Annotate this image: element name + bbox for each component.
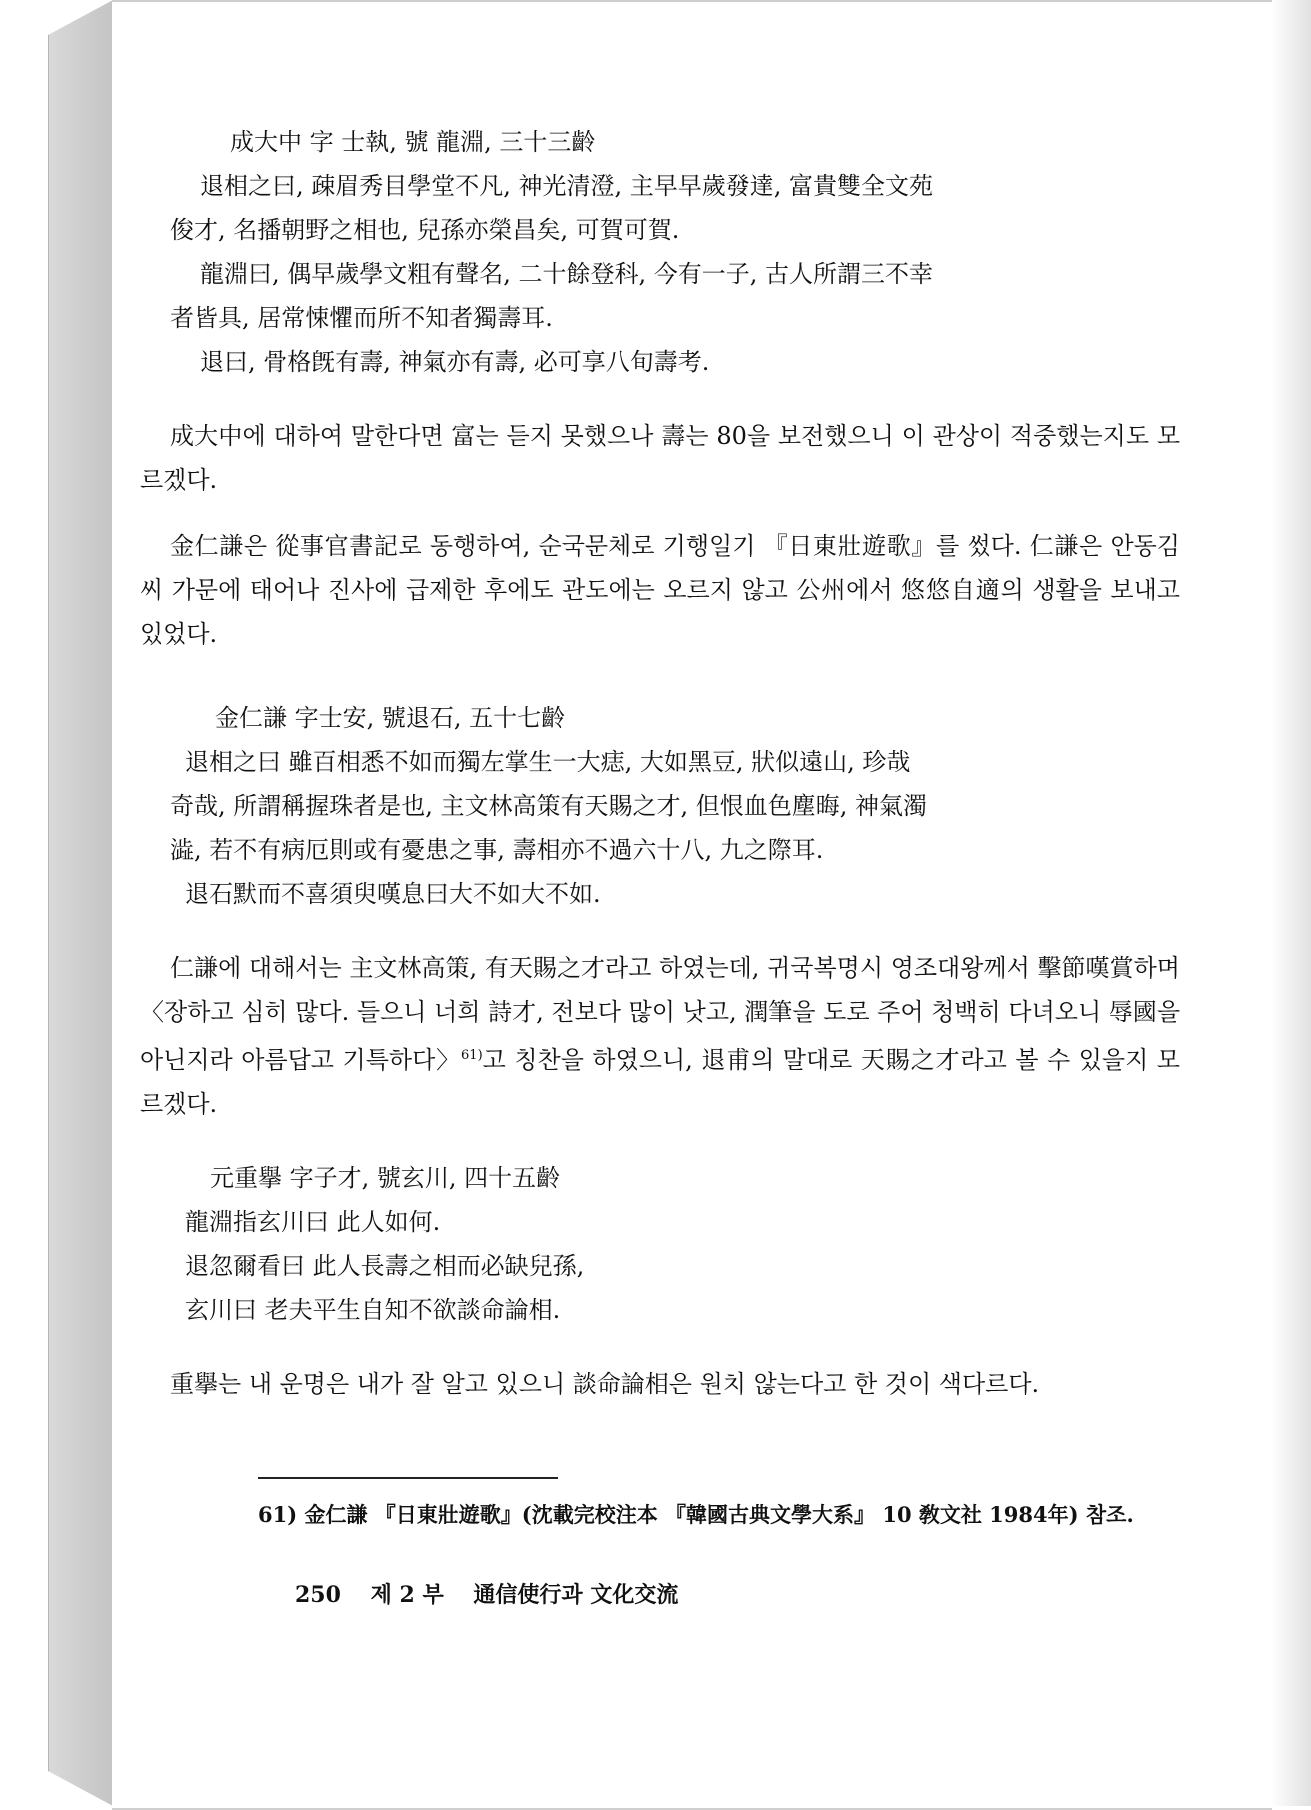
quote-line: 俊才, 名播朝野之相也, 兒孫亦榮昌矣, 可賀可賀. — [170, 216, 680, 244]
part-label: 제 2 부 — [370, 1582, 444, 1608]
quote-line: 退相之曰 雖百相悉不如而獨左掌生一大痣, 大如黑豆, 狀似遠山, 珍哉 — [185, 748, 911, 776]
quote-line: 退石默而不喜須臾嘆息曰大不如大不如. — [185, 880, 601, 908]
paragraph-text: 고 칭찬을 하였으니, 退甫의 말대로 天賜之才라고 볼 수 있을지 모르겠다. — [140, 1046, 1180, 1118]
page-number: 250 — [295, 1582, 341, 1608]
classical-quote-2 — [140, 696, 1180, 916]
footnote: 61) 金仁謙 『日東壯遊歌』(沈載完校注本 『韓國古典文學大系』 10 敎文社 1984年) 참조. — [258, 1502, 1134, 1527]
paragraph — [140, 524, 1180, 656]
classical-quote-1 — [140, 120, 1180, 384]
quote-line: 澁, 若不有病厄則或有憂患之事, 壽相亦不過六十八, 九之際耳. — [170, 836, 824, 864]
paragraph-text: 成大中에 대하여 말한다면 富는 듣지 못했으나 壽는 80을 보전했으니 이 관상이 적중했는지도 모르겠다. — [140, 422, 1180, 494]
quote-line: 玄川曰 老夫平生自知不欲談命論相. — [185, 1296, 561, 1324]
quote-heading: 元重擧 字子才, 號玄川, 四十五齡 — [210, 1164, 561, 1192]
quote-line: 龍淵曰, 偶早歲學文粗有聲名, 二十餘登科, 今有一子, 古人所謂三不幸 — [200, 260, 934, 288]
quote-line: 退曰, 骨格旣有壽, 神氣亦有壽, 必可享八旬壽考. — [200, 348, 710, 376]
paragraph — [140, 1362, 1180, 1406]
quote-heading: 金仁謙 字士安, 號退石, 五十七齡 — [215, 704, 566, 732]
quote-line: 者皆具, 居常悚懼而所不知者獨壽耳. — [170, 304, 553, 332]
paragraph — [140, 414, 1180, 502]
page-footer — [295, 1578, 700, 1609]
page-edge-shadow — [1271, 0, 1311, 1806]
paragraph-text: 金仁謙은 從事官書記로 동행하여, 순국문체로 기행일기 『日東壯遊歌』를 썼다. 仁謙은 안동김씨 가문에 태어나 진사에 급제한 후에도 관도에는 오르지 않고 公州에서 悠悠自適의 생활을 보내고 있었다. — [140, 532, 1180, 648]
quote-line: 退忽爾看曰 此人長壽之相而必缺兒孫, — [185, 1252, 585, 1280]
quote-line: 奇哉, 所謂稱握珠者是也, 主文林高策有天賜之才, 但恨血色塵晦, 神氣濁 — [170, 792, 928, 820]
book-spine — [48, 0, 113, 1806]
classical-quote-3 — [140, 1156, 1180, 1332]
paragraph-text: 重擧는 내 운명은 내가 잘 알고 있으니 談命論相은 원치 않는다고 한 것이 색다르다. — [170, 1370, 1040, 1398]
paragraph — [140, 946, 1180, 1126]
quote-heading: 成大中 字 士執, 號 龍淵, 三十三齡 — [230, 128, 596, 156]
quote-line: 龍淵指玄川曰 此人如何. — [185, 1208, 441, 1236]
page-content — [140, 120, 1180, 1428]
footnote-reference[interactable]: 61) — [461, 1048, 483, 1063]
quote-line: 退相之曰, 疎眉秀目學堂不凡, 神光清澄, 主早早歲發達, 富貴雙全文苑 — [200, 172, 934, 200]
footnote-divider — [258, 1477, 558, 1479]
section-title: 通信使行과 文化交流 — [473, 1582, 679, 1608]
paragraph-text: 仁謙에 대해서는 主文林高策, 有天賜之才라고 하였는데, 귀국복명시 영조대왕께서 擊節嘆賞하며 〈장하고 심히 많다. 들으니 너희 詩才, 전보다 많이 낫고, 潤筆을 도로 주어 청백히 다녀오니 辱國을 아닌지라 아름답고 기특하다〉 — [140, 954, 1180, 1074]
